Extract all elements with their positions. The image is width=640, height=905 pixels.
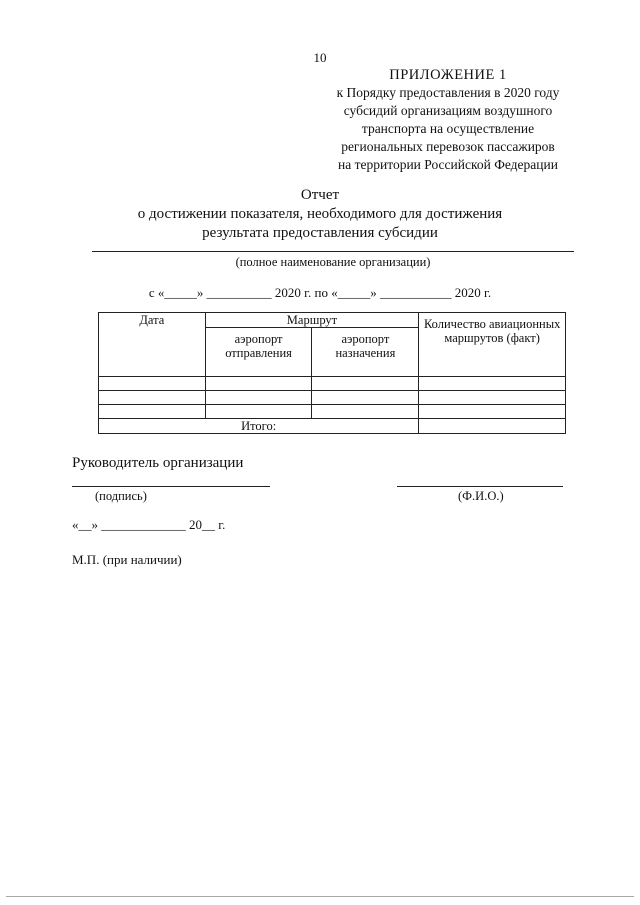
appendix-line: к Порядку предоставления в 2020 году [336, 85, 560, 100]
full-name-caption: (Ф.И.О.) [458, 489, 504, 503]
table-cell [312, 377, 419, 391]
table-row [99, 391, 566, 405]
header-route-count: Количество авиационных маршрутов (факт) [419, 313, 566, 377]
table-cell [419, 391, 566, 405]
signature-line [72, 486, 270, 487]
header-arrival-airport: аэропорт назначения [312, 328, 419, 377]
report-subtitle-line: результата предоставления субсидии [202, 225, 438, 241]
table-cell [312, 391, 419, 405]
appendix-line: субсидий организациям воздушного [343, 103, 553, 118]
appendix-line: транспорта на осуществление [361, 121, 535, 136]
header-date: Дата [99, 313, 206, 377]
scan-edge-line [6, 896, 634, 897]
table-cell [419, 377, 566, 391]
total-row [99, 419, 566, 434]
signature-caption: (подпись) [95, 489, 147, 503]
report-subtitle-line: о достижении показателя, необходимого для достижения [137, 206, 503, 222]
total-label: Итого: [99, 419, 419, 434]
organization-name-line [92, 251, 574, 252]
total-value-cell [419, 419, 566, 434]
table-row [99, 377, 566, 391]
organization-caption: (полное наименование организации) [235, 255, 431, 269]
table-cell [99, 377, 206, 391]
table-cell [99, 391, 206, 405]
table-cell [205, 391, 312, 405]
head-of-organization-label: Руководитель организации [72, 455, 244, 471]
appendix-line: на территории Российской Федерации [338, 157, 558, 172]
report-heading [0, 186, 640, 243]
report-table [98, 312, 566, 434]
reporting-period: с «_____» __________ 2020 г. по «_____» ___________ 2020 г. [148, 285, 492, 300]
full-name-line [397, 486, 563, 487]
report-title: Отчет [300, 187, 340, 203]
seal-note: М.П. (при наличии) [72, 552, 182, 567]
appendix-title: ПРИЛОЖЕНИЕ 1 [389, 67, 507, 83]
table-cell [205, 377, 312, 391]
header-route: Маршрут [205, 313, 419, 328]
table-cell [205, 405, 312, 419]
page-number: 10 [313, 50, 327, 65]
signature-date: «__» _____________ 20__ г. [72, 517, 226, 532]
table-cell [99, 405, 206, 419]
table-cell [312, 405, 419, 419]
table-cell [419, 405, 566, 419]
appendix-line: региональных перевозок пассажиров [341, 139, 555, 154]
table-row [99, 405, 566, 419]
header-departure-airport: аэропорт отправления [205, 328, 312, 377]
appendix-block [308, 66, 588, 174]
